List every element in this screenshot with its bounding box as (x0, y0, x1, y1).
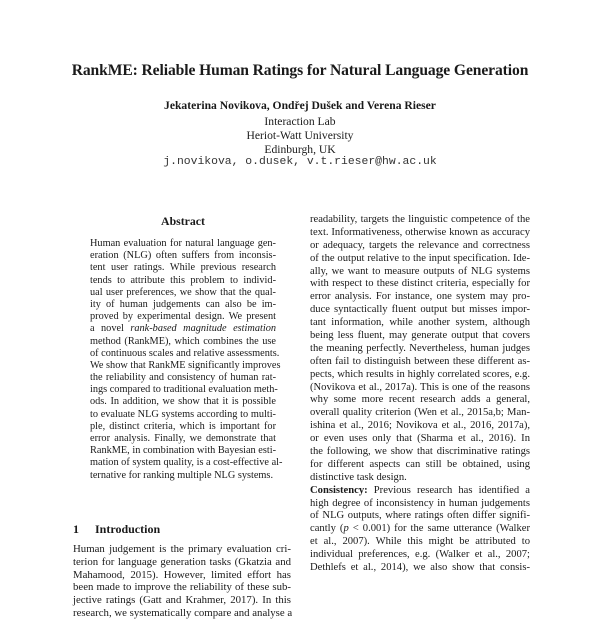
text-line: method (RankME), which combines the use (90, 335, 276, 347)
paper-authors: Jekaterina Novikova, Ondřej Dušek and Verena Rieser (164, 99, 436, 112)
text-line: or adequacy, targets the relevance and correctness (310, 239, 530, 251)
text-line: to evaluate NLG systems according to multi- (90, 408, 276, 420)
text-line: RankME, in combination with Bayesian esti- (90, 445, 276, 457)
text-line: of continuous scales and relative assessments. (90, 347, 280, 359)
text-line: error analysis. For instance, one system may pro- (310, 291, 530, 303)
abstract-heading: Abstract (161, 214, 205, 228)
text-line: We show that RankME significantly improves (90, 359, 281, 371)
text-line: et al., 2007). While this might be attributed to (310, 536, 530, 548)
text-line: text. Informativeness, otherwise known as accuracy (310, 226, 530, 238)
text-line: proved by experimental design. We present (90, 311, 276, 323)
paper-title: RankME: Reliable Human Ratings for Natural Language Generation (71, 62, 529, 79)
text-line: ishina et al., 2016; Novikova et al., 2016, 2017a), (310, 420, 530, 432)
text-line: the reliability and consistency of human rat- (90, 372, 276, 384)
text-line: Mahamood, 2015). However, limited effort has (73, 568, 291, 581)
text-line: (Novikova et al., 2017a). This is one of the reasons (310, 381, 530, 393)
text-line: Human judgement is the primary evaluation cri- (73, 543, 291, 555)
text-line: for different aspects can still be obtained, using (310, 458, 530, 470)
introduction-body (73, 543, 291, 620)
text-line: mation of system quality, is a cost-effective al- (90, 457, 283, 469)
text-line: ternative for ranking multiple NLG systems. (90, 469, 274, 481)
right-column-body (310, 214, 530, 575)
text-line: research, we systematically compare and analyse a (73, 606, 293, 619)
text-line: high degree of inconsistency in human judgements (310, 497, 530, 509)
section-title: Introduction (95, 522, 161, 536)
text-line: of the output relative to the input specification. Ide- (310, 252, 530, 264)
text-line: Human evaluation for natural language gen- (90, 238, 276, 249)
text-line: the meaning perfectly. Nevertheless, human judges (310, 342, 530, 354)
section-heading-introduction (73, 522, 160, 537)
text-line: duce syntactically fluent output but misses impor- (310, 304, 530, 316)
affiliation-location: Edinburgh, UK (264, 143, 336, 156)
text-line: distinctive task design. (310, 471, 407, 483)
text-line: individual preferences, e.g. (Walker et al., 2007; (310, 549, 530, 561)
text-line: pects, which results in highly correlated scores, e.g. (310, 368, 530, 380)
text-line: Dethlefs et al., 2014), we also show that consis- (310, 562, 530, 574)
text-line: with respect to these distinct criteria, especially for (310, 278, 530, 290)
text-line: jective ratings (Gatt and Krahmer, 2017). In this (73, 594, 291, 607)
text-line: been made to improve the reliability of these sub- (73, 581, 291, 594)
text-line: error analysis. Finally, we demonstrate that (90, 433, 276, 444)
text-line: ally, we want to measure outputs of NLG systems (310, 265, 530, 277)
abstract-body (90, 238, 283, 482)
text-line: of NLG outputs, where ratings often differ signifi- (310, 510, 530, 522)
text-line: why some more recent research adds a general, (310, 394, 530, 406)
affiliation-lab: Interaction Lab (264, 115, 336, 128)
text-line: a novel rank-based magnitude estimation (90, 323, 276, 335)
text-line: terion for language generation tasks (Gkatzia and (73, 555, 291, 568)
text-line: tends to attribute this problem to individ- (90, 274, 276, 286)
text-line: readability, targets the linguistic competence of the (310, 214, 530, 225)
text-line: ods. In addition, we show that it is possible (90, 396, 276, 408)
text-line: ple, distinct criteria, which is important for (90, 420, 276, 432)
text-line: often fail to distinguish between these different as- (310, 355, 530, 367)
text-line: ual user preferences, we show that the qual- (90, 286, 276, 298)
text-line: or even uses only that (Sharma et al., 2016). In (310, 433, 530, 445)
text-line: tant information, while another system, although (310, 317, 530, 329)
text-line: tent user ratings. While previous research (90, 262, 276, 274)
text-line: Consistency: Previous research has identified a (310, 484, 530, 496)
affiliation-university: Heriot-Watt University (246, 129, 354, 142)
section-number: 1 (73, 522, 79, 536)
text-line: overall quality criterion (Wen et al., 2015a,b; Man- (310, 407, 530, 419)
text-line: the following, we show that discriminative ratings (310, 446, 530, 458)
text-line: ity of human judgements can also be im- (90, 298, 276, 310)
text-line: eration (NLG) often suffers from inconsis- (90, 250, 276, 262)
text-line: cantly (p < 0.001) for the same utterance (Walker (310, 523, 531, 535)
author-emails: j.novikova, o.dusek, v.t.rieser@hw.ac.uk (163, 156, 437, 168)
text-line: ings compared to traditional evaluation meth- (90, 384, 278, 396)
text-line: being less fluent, may generate output that covers (310, 330, 530, 342)
